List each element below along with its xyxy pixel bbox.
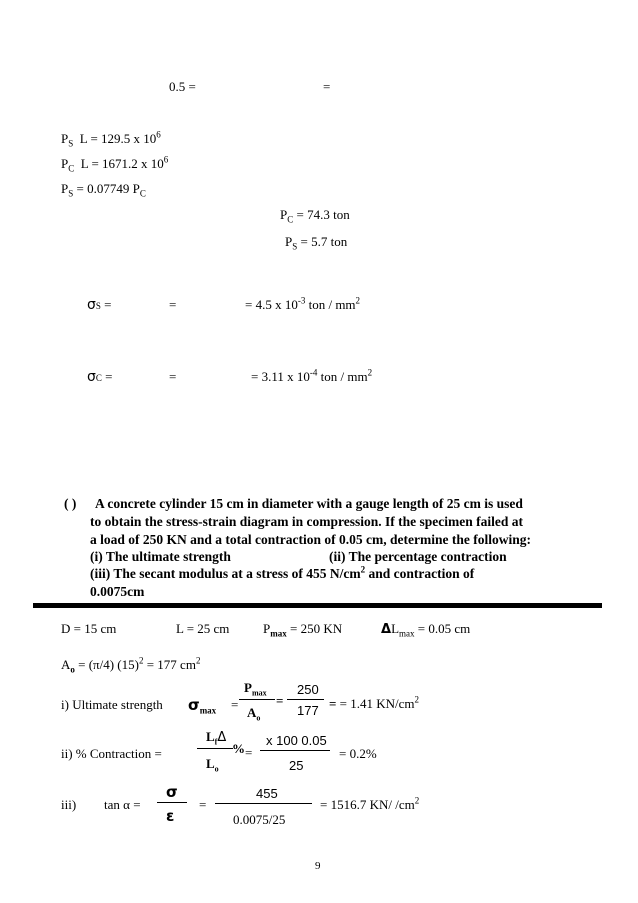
part-iii-result: = 1516.7 KN/ $/cm^2$ [320,795,420,812]
problem-item-1: (i) The ultimate strength [90,549,231,564]
part-ii-num2: x 100 0.05 [266,733,327,748]
part-ii-fraction-bar-1 [197,748,233,749]
part-i-label: i) Ultimate strength [61,697,163,712]
part-ii-num: $L_f\Delta$ [206,729,227,747]
part-ii-den: $L_o$ [206,756,219,774]
part-i-den: $A_o$ [247,705,261,723]
part-ii-fraction-bar-2 [260,750,330,751]
given-length: L = 25 cm [176,621,230,636]
result-pc: $P_C = 74.3$ ton [280,207,350,225]
part-i-eq2: = [276,693,284,708]
part-iii-num2: 455 [256,786,278,801]
part-iii-den2: 0.0075/25 [233,812,286,827]
part-iii-eq: = [199,797,207,812]
problem-line-6: 0.0075cm [90,584,145,599]
top-eq-b: = [323,79,331,94]
force-line-3: $P_S = 0.07749$ $P_C$ [61,181,146,199]
part-i-eq: = [231,697,239,712]
stress-steel: σS = [87,297,112,313]
part-ii-result: = 0.2% [339,746,377,761]
part-ii-eq: = [245,745,253,760]
part-iii-num: σ [166,783,178,801]
stress-concrete: σC = [87,369,113,385]
force-line-1: $P_S$ L = 129.5 x $10^6$ [61,129,161,149]
part-ii-pct: % [232,741,245,756]
problem-line-5: (iii) The secant modulus at a stress of 455 $N/cm^2$ and contraction of [90,564,475,581]
part-iii-label: iii) [61,797,77,812]
force-line-2: $P_C$ L = 1671.2 x $10^6$ [61,154,169,174]
page-number: 9 [315,860,321,872]
part-iii-tan: tan α = [104,797,141,812]
result-ps: $P_S = 5.7$ ton [285,234,348,252]
part-i-den2: 177 [297,703,319,718]
part-i-num: $P_{max}$ [244,680,267,698]
stress-concrete-value: = 3.11 x $10^{-4}$ ton / $mm^2$ [251,367,373,384]
area-equation: $A_o = (\pi/4) (15)^2 = 177$ $cm^2$ [61,655,201,675]
top-eq-a: 0.5 = [169,79,196,94]
part-iii-fraction-bar-1 [157,802,187,803]
part-i-result: = = 1.41 $KN/cm^2$ [329,694,420,711]
part-iii-den: ε [166,807,175,825]
stress-steel-eq1: = [169,297,177,312]
part-i-fraction-bar-1 [239,699,275,700]
problem-line-1: A concrete cylinder 15 cm in diameter with a gauge length of 25 cm is used [95,496,523,511]
problem-line-2: to obtain the stress-strain diagram in compression. If the specimen failed at [90,514,523,529]
part-i-sigma: $\sigma_{max}$ [188,696,217,716]
given-diameter: D = 15 cm [61,621,117,636]
part-ii-label: ii) % Contraction = [61,746,162,761]
given-contraction: $\Delta L_{max} = 0.05$ cm [381,621,471,639]
given-pmax: $P_{max} = 250$ KN [263,621,343,639]
stress-concrete-eq1: = [169,369,177,384]
section-divider [33,603,602,608]
part-iii-fraction-bar-2 [215,803,312,804]
part-i-fraction-bar-2 [287,699,324,700]
problem-line-3: a load of 250 KN and a total contraction of 0.05 cm, determine the following: [90,532,531,547]
stress-steel-value: = 4.5 x $10^{-3}$ ton / $mm^2$ [245,295,361,312]
problem-marker: ( ) [64,496,77,511]
part-ii-den2: 25 [289,758,304,773]
problem-item-2: (ii) The percentage contraction [329,549,507,564]
part-i-num2: 250 [297,682,319,697]
